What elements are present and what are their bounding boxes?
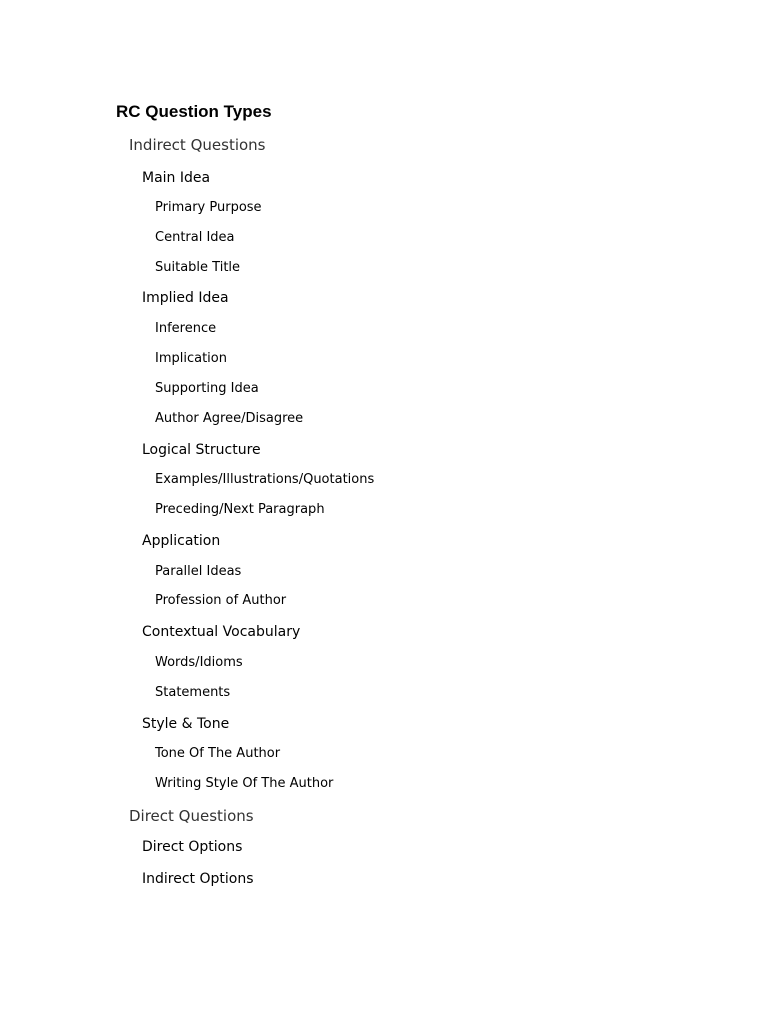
subsection-heading-implied-idea: Implied Idea — [142, 290, 229, 306]
subsection-heading-main-idea: Main Idea — [142, 170, 211, 186]
subsection-heading-style-tone: Style & Tone — [142, 716, 230, 732]
list-item: Profession of Author — [155, 593, 287, 608]
list-item: Supporting Idea — [155, 381, 259, 396]
list-item: Implication — [155, 351, 227, 366]
page-title: RC Question Types — [116, 102, 272, 121]
subsection-heading-direct-options: Direct Options — [142, 839, 243, 855]
list-item: Primary Purpose — [155, 200, 262, 215]
list-item: Writing Style Of The Author — [155, 776, 334, 791]
section-heading-direct-questions: Direct Questions — [129, 807, 254, 825]
list-item: Words/Idioms — [155, 655, 243, 670]
list-item: Examples/Illustrations/Quotations — [155, 472, 375, 487]
subsection-heading-contextual-vocabulary: Contextual Vocabulary — [142, 624, 301, 640]
list-item: Parallel Ideas — [155, 564, 242, 579]
list-item: Suitable Title — [155, 260, 241, 275]
list-item: Tone Of The Author — [155, 746, 281, 761]
list-item: Author Agree/Disagree — [155, 411, 304, 426]
list-item: Central Idea — [155, 230, 235, 245]
subsection-heading-logical-structure: Logical Structure — [142, 442, 261, 458]
subsection-heading-application: Application — [142, 533, 221, 549]
list-item: Preceding/Next Paragraph — [155, 502, 325, 517]
section-heading-indirect-questions: Indirect Questions — [129, 136, 266, 154]
list-item: Inference — [155, 321, 217, 336]
subsection-heading-indirect-options: Indirect Options — [142, 871, 254, 887]
list-item: Statements — [155, 685, 231, 700]
